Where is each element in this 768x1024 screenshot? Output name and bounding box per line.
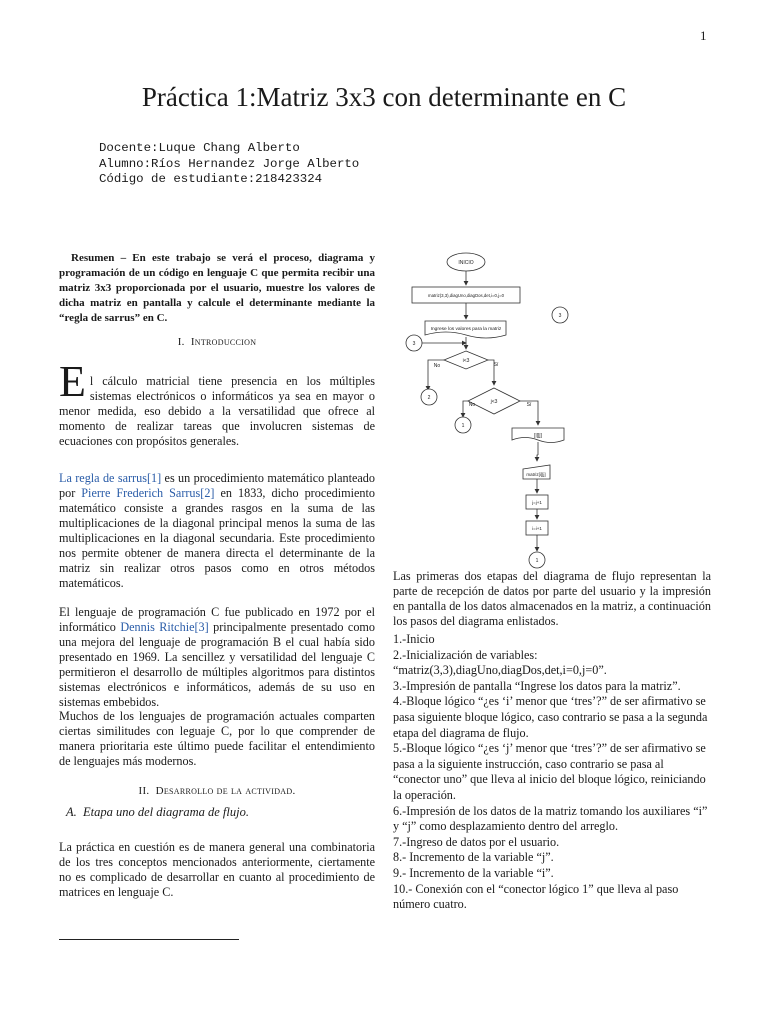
step-item: 2.-Inicialización de variables: [393, 647, 538, 662]
step-item: 7.-Ingreso de datos por el usuario. [393, 834, 560, 849]
subsection-letter: A. [66, 805, 77, 819]
section-2-heading [59, 784, 375, 799]
flow-cond-j-label: j<3 [490, 399, 498, 405]
subsection-a-heading [66, 805, 382, 820]
link-regla-sarrus[interactable]: La regla de sarrus[1] [59, 471, 162, 485]
flow-connector-3b-label: 3 [558, 313, 562, 319]
section-2-title: Desarrollo de la actividad. [155, 785, 296, 797]
p3-text-a: El lenguaje de programación C fue publicado en 1972 por el informático [59, 605, 375, 634]
abstract-text: En este trabajo se verá el proceso, diagrama y programación de un código en lenguaje C que permita recibir una matriz 3x3 proporcionada por el usuario, muestre los valores de dicha matriz en pantalla y calcule el determinante mediante la “regla de sarrus” en C. [59, 252, 376, 324]
link-sarrus[interactable]: Pierre Frederich Sarrus[2] [81, 486, 215, 500]
flowchart-diagram [400, 245, 570, 570]
step-item: 10.- Conexión con el “conector lógico 1” que lleva al paso número cuatro. [393, 881, 679, 912]
section-1-body [59, 357, 375, 449]
subsection-title: Etapa uno del diagrama de flujo. [83, 805, 249, 819]
drop-cap: E [59, 357, 86, 406]
link-ritchie[interactable]: Dennis Ritchie[3] [120, 620, 209, 634]
step-item: 5.-Bloque lógico “¿es ‘j’ menor que ‘tres’?” de ser afirmativo se pasa a la siguiente instrucción, caso contrario se pasa al “conector uno” que lleva al inicio del bloque lógico, reiniciando la operación. [393, 741, 706, 802]
flow-connector-2-label: 2 [427, 395, 431, 401]
section-2-paragraph: La práctica en cuestión es de manera general una combinatoria de los tres conceptos mencionados anteriormente, ciertamente no es complicado de desarrollar en cuanto al procedimiento de matrices en lenguaje C. [59, 840, 375, 899]
codigo-line: Código de estudiante:218423324 [99, 172, 323, 186]
page-number: 1 [700, 28, 707, 43]
step-item: 6.-Impresión de los datos de la matriz tomando los auxiliares “i” y “j” como desplazamiento dentro del arreglo. [393, 803, 708, 834]
p2-text-a: es un procedimiento matemático planteado por [59, 471, 375, 500]
flowchart-description: Las primeras dos etapas del diagrama de flujo representan la parte de recepción de datos por parte del usuario y la impresión en pantalla de los datos almacenados en la matriz, a continuación los pasos del diagrama enlistados. [393, 569, 711, 628]
section-1-heading [59, 335, 375, 350]
p3-text-b: principalmente presentado como una mejora del lenguaje de programación B el cual había sido presentado en 1969. La sencillez y versatilidad del lenguaje C permitieron el desarrollo de múltiples algoritmos para distintos sistemas electrónicos e informáticos, además de su uso en sistemas embebidos. [59, 620, 375, 709]
flow-connector-1-label: 1 [461, 423, 465, 429]
flow-input-label: matriz[i][j] [526, 472, 546, 477]
step-item: 1.-Inicio [393, 632, 435, 646]
flow-show-label: [i][j] [534, 433, 542, 439]
intro-p1-text: l cálculo matricial tiene presencia en los múltiples sistemas electrónicos o informáticos ya sea en mayor o menor medida, eso debido a la versatilidad que ofrece al momento de realizar tareas que involucren sistemas de ecuaciones con propósitos generales. [59, 374, 375, 448]
flow-si-label-1: Sí [493, 362, 499, 368]
paper-title: Práctica 1:Matriz 3x3 con determinante en C [141, 82, 627, 112]
step-item: 9.- Incremento de la variable “i”. [393, 865, 554, 880]
section-2-numeral: II. [138, 785, 150, 797]
alumno-line: Alumno:Ríos Hernandez Jorge Alberto [99, 156, 360, 171]
step-item: 4.-Bloque lógico “¿es ‘i’ menor que ‘tres’?” de ser afirmativo se pasa siguiente bloque lógico, caso contrario se pasa a la segunda etapa del diagrama de flujo. [393, 694, 708, 740]
step-item: 8.- Incremento de la variable “j”. [393, 850, 554, 865]
flow-connector-end-label: 1 [535, 558, 539, 564]
section-1-numeral: I. [177, 336, 185, 348]
flow-no-label-2: No [468, 402, 476, 408]
flow-print-label: Ingrese los valores para la matriz [430, 327, 502, 332]
step-item: 3.-Impresión de pantalla “Ingrese los datos para la matriz”. [393, 678, 681, 693]
footnote-rule [59, 939, 239, 940]
flow-no-label-1: No [433, 363, 441, 369]
intro-paragraph-1 [59, 357, 375, 449]
intro-paragraph-3 [59, 605, 375, 710]
abstract [59, 251, 375, 326]
flow-inc-j-label: j=j+1 [532, 500, 542, 505]
flowchart-steps-list [393, 632, 711, 913]
intro-paragraph-2 [59, 471, 375, 591]
flow-init-label: matriz(3,3),diagUno,diagDos,det,i=0,j=0 [428, 293, 504, 298]
flow-start-label: INICIO [458, 260, 474, 266]
intro-paragraph-4: Muchos de los lenguajes de programación actuales comparten ciertas similitudes con leguaje C, por lo que comprender de manera prioritaria este último puede facilitar el entendimiento de lenguajes más modernos. [59, 709, 375, 768]
abstract-lead: Resumen – [71, 252, 127, 264]
author-block [99, 141, 359, 188]
section-1-title: Introduccion [190, 336, 257, 348]
p2-text-b: en 1833, dicho procedimiento matemático consiste a grandes rasgos en la suma de las multiplicaciones de la diagonal principal menos la suma de las multiplicaciones en la diagonal secundaria. Este procedimiento nos permite obtener de manera directa el determinante de la matriz sin realizar otros pasos como en otros métodos matemáticos. [59, 486, 375, 590]
flow-cond-i-label: i<3 [462, 358, 470, 364]
docente-line: Docente:Luque Chang Alberto [99, 141, 300, 155]
flow-si-label-2: Sí [526, 402, 532, 408]
flow-connector-3-label: 3 [412, 341, 416, 347]
flow-inc-i-label: i=i+1 [532, 526, 542, 531]
step-item: “matriz(3,3),diagUno,diagDos,det,i=0,j=0”. [393, 663, 607, 678]
